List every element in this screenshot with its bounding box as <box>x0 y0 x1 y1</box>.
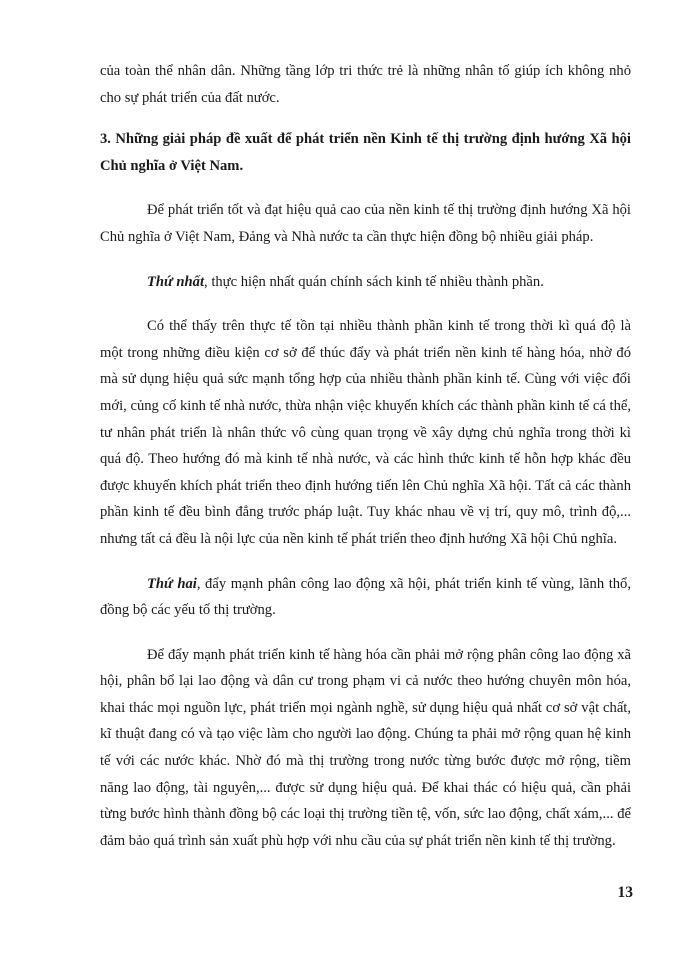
solution-1-lead: Thứ nhất <box>147 273 205 290</box>
paragraph-solution-1-detail: Có thể thấy trên thực tế tồn tại nhiều thành phần kinh tế trong thời kì quá độ là một trong những điều kiện cơ sở để thúc đẩy và phát triển nền kinh tế hàng hóa, nhờ đó mà sử dụng hiệu quả sức mạnh tổng hợp của nhiều thành phần kinh tế. Cùng với việc đổi mới, củng cố kinh tế nhà nước, thừa nhận việc khuyến khích các thành phần kinh tế cá thể, tư nhân phát triển là nhân thức vô cùng quan trọng về xây dựng chủ nghĩa trong thời kì quá độ. Theo hướng đó mà kinh tế nhà nước, và các hình thức kinh tế hỗn hợp khác đều được khuyến khích phát triển theo định hướng tiến lên Chủ nghĩa Xã hội. Tất cả các thành phần kinh tế đều bình đẳng trước pháp luật. Tuy khác nhau về vị trí, quy mô, trình độ,... nhưng tất cả đều là nội lực của nền kinh tế phát triển theo định hướng Xã hội Chủ nghĩa. <box>100 318 631 547</box>
section-heading: 3. Những giải pháp đề xuất để phát triển nền Kinh tế thị trường định hướng Xã hội Chủ nghĩa ở Việt Nam. <box>100 131 631 174</box>
paragraph-continuation: của toàn thể nhân dân. Những tầng lớp tri thức trẻ là những nhân tố giúp ích không nhỏ cho sự phát triển của đất nước. <box>100 63 631 106</box>
paragraph-solution-1 <box>100 269 631 296</box>
document-page <box>100 58 631 854</box>
page-number: 13 <box>617 884 633 901</box>
solution-1-text: , thực hiện nhất quán chính sách kinh tế nhiều thành phần. <box>204 273 544 290</box>
paragraph-intro: Để phát triển tốt và đạt hiệu quả cao của nền kinh tế thị trường định hướng Xã hội Chủ nghĩa ở Việt Nam, Đảng và Nhà nước ta cần thực hiện đồng bộ nhiều giải pháp. <box>100 202 631 245</box>
solution-2-text: , đẩy mạnh phân công lao động xã hội, phát triển kinh tế vùng, lãnh thổ, đồng bộ các yếu tố thị trường. <box>100 575 631 619</box>
paragraph-solution-2-detail: Để đẩy mạnh phát triển kinh tế hàng hóa cần phải mở rộng phân công lao động xã hội, phân bổ lại lao động và dân cư trong phạm vi cả nước theo hướng chuyên môn hóa, khai thác mọi nguồn lực, phát triển mọi ngành nghề, sử dụng hiệu quả nhất cơ sở vật chất, kĩ thuật đang có và tạo việc làm cho người lao động. Chúng ta phải mở rộng quan hệ kinh tế với các nước khác. Nhờ đó mà thị trường trong nước từng bước được mở rộng, tiềm năng lao động, tài nguyên,... được sử dụng hiệu quả. Để khai thác có hiệu quả, cần phải từng bước hình thành đồng bộ các loại thị trường tiền tệ, vốn, sức lao động, chất xám,... để đảm bảo quá trình sản xuất phù hợp với nhu cầu của sự phát triển nền kinh tế thị trường. <box>100 646 631 849</box>
paragraph-solution-2 <box>100 571 631 624</box>
solution-2-lead: Thứ hai <box>147 575 197 592</box>
